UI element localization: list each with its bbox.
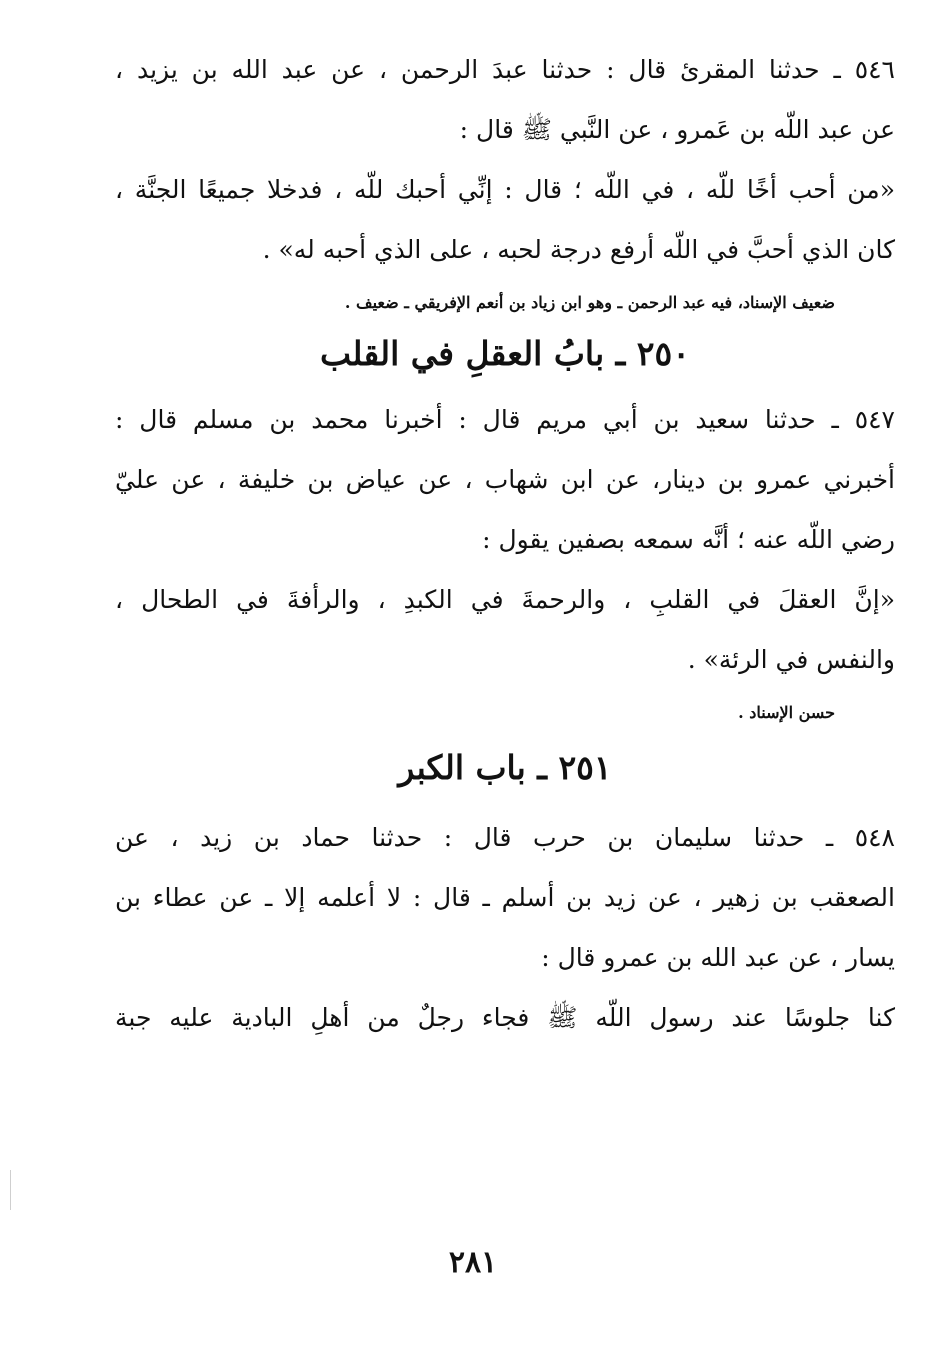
matn-line: «من أحب أخًا للّه ، في اللّه ؛ قال : إنِّي أحبك للّه ، فدخلا جميعًا الجنَّة ، [115,175,895,204]
matn-line: كنا جلوسًا عند رسول اللّه ﷺ فجاء رجلٌ من أهلِ البادية عليه جبة [115,1003,895,1032]
isnad-line: عن عبد اللّه بن عَمرو ، عن النَّبي ﷺ قال : [459,115,895,144]
isnad-line: يسار ، عن عبد الله بن عمرو قال : [541,943,895,972]
hadith-547 [115,390,895,728]
isnad-line: الصعقب بن زهير ، عن زيد بن أسلم ـ قال : لا أعلمه إلا ـ عن عطاء بن [115,883,895,912]
matn-line: كان الذي أحبَّ في اللّه أرفع درجة لحبه ، على الذي أحبه له» . [262,235,895,264]
grade-note: حسن الإسناد . [738,703,835,722]
isnad-line: ٥٤٦ ـ حدثنا المقرئ قال : حدثنا عبدَ الرحمن ، عن عبد الله بن يزيد ، [115,55,895,84]
isnad-line: أخبرني عمرو بن دينار، عن ابن شهاب ، عن عياض بن خليفة ، عن عليّ [115,465,895,494]
isnad-line: ٥٤٨ ـ حدثنا سليمان بن حرب قال : حدثنا حماد بن زيد ، عن [115,823,895,852]
matn-line: «إنَّ العقلَ في القلبِ ، والرحمةَ في الكبدِ ، والرأفةَ في الطحال ، [115,585,895,614]
chapter-heading: ٢٥٠ ـ بابُ العقلِ في القلب [320,334,690,373]
hadith-548 [115,808,895,1048]
matn-line: والنفس في الرئة» . [687,645,895,674]
scan-edge-mark [10,1170,11,1210]
page-number: ٢٨١ [448,1245,498,1280]
grade-note: ضعيف الإسناد، فيه عبد الرحمن ـ وهو ابن زياد بن أنعم الإفريقي ـ ضعيف . [344,293,835,312]
hadith-546 [115,40,895,318]
page-body [115,40,895,1048]
chapter-heading: ٢٥١ ـ باب الكبر [398,748,612,787]
isnad-line: ٥٤٧ ـ حدثنا سعيد بن أبي مريم قال : أخبرنا محمد بن مسلم قال : [115,405,895,434]
isnad-line: رضي اللّه عنه ؛ أنَّه سمعه بصفين يقول : [482,525,895,554]
